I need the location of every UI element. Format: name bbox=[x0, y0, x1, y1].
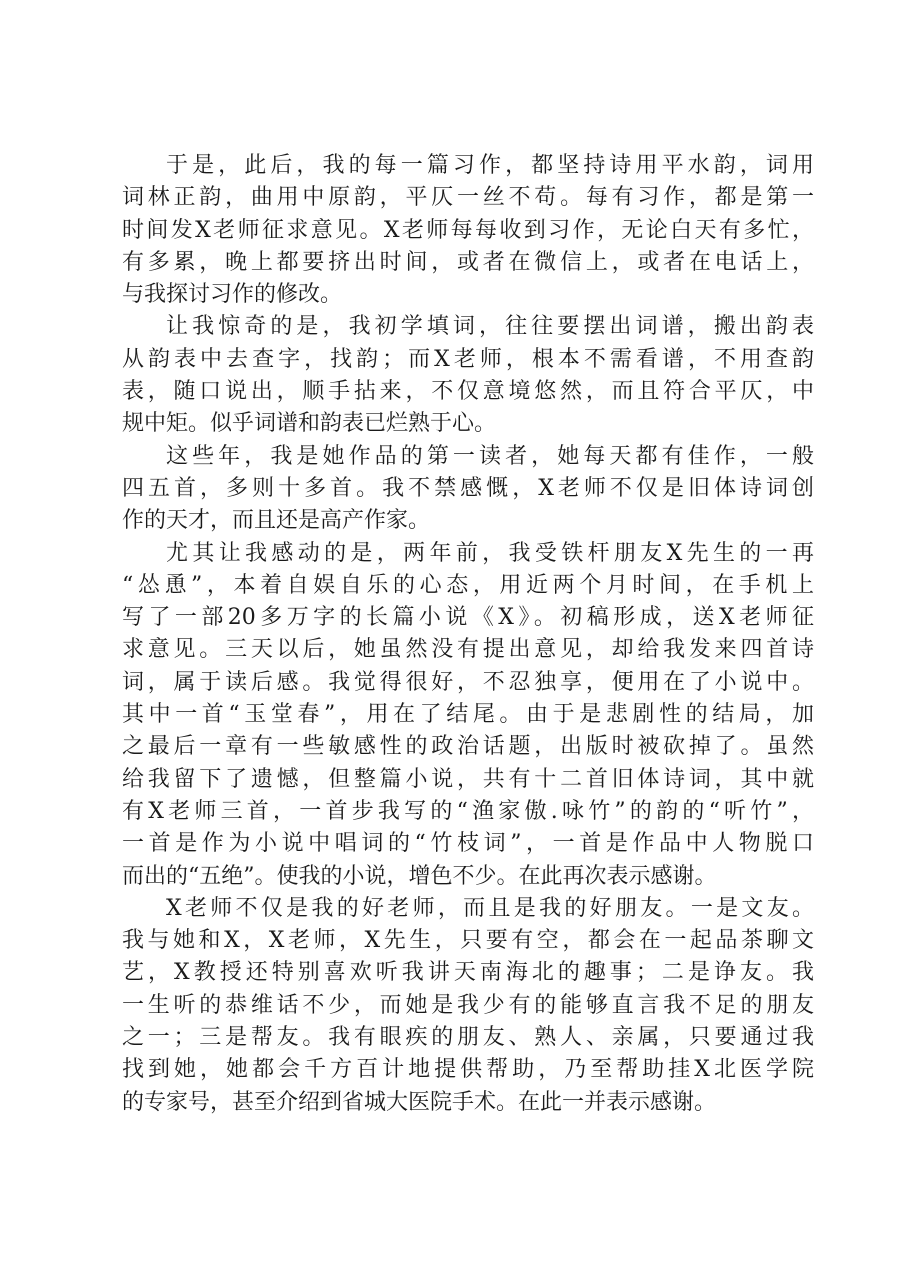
text-line: 艺，X教授还特别喜欢听我讲天南海北的趣事；二是诤友。我 bbox=[122, 960, 814, 986]
text-line: 而出的“五绝”。使我的小说，增色不少。在此再次表示感谢。 bbox=[122, 863, 717, 889]
text-line: 其中一首“玉堂春”，用在了结尾。由于是悲剧性的结局，加 bbox=[122, 702, 814, 728]
text-line: 之一；三是帮友。我有眼疾的朋友、熟人、亲属，只要通过我 bbox=[122, 1025, 814, 1051]
text-line: 求意见。三天以后，她虽然没有提出意见，却给我发来四首诗 bbox=[122, 637, 814, 663]
paragraph-4 bbox=[122, 538, 814, 893]
text-line: 词，属于读后感。我觉得很好，不忍独享，便用在了小说中。 bbox=[122, 669, 814, 695]
text-line: 尤其让我感动的是，两年前，我受铁杆朋友X先生的一再 bbox=[166, 540, 814, 566]
text-line: 这些年，我是她作品的第一读者，她每天都有佳作，一般 bbox=[166, 443, 814, 469]
text-line: “怂恿”，本着自娱自乐的心态，用近两个月时间，在手机上 bbox=[122, 572, 814, 598]
text-line: 与我探讨习作的修改。 bbox=[122, 282, 343, 308]
paragraph-2 bbox=[122, 311, 814, 440]
text-line: 作的天才，而且还是高产作家。 bbox=[122, 508, 431, 534]
paragraph-5 bbox=[122, 893, 814, 1119]
text-line: 时间发X老师征求意见。X老师每每收到习作，无论白天有多忙， bbox=[122, 217, 814, 243]
text-line: 于是，此后，我的每一篇习作，都坚持诗用平水韵，词用 bbox=[166, 153, 814, 178]
text-line: 表，随口说出，顺手拈来，不仅意境悠然，而且符合平仄，中 bbox=[122, 379, 814, 405]
text-line: 让我惊奇的是，我初学填词，往往要摆出词谱，搬出韵表 bbox=[166, 314, 814, 340]
text-line: 四五首，多则十多首。我不禁感慨，X老师不仅是旧体诗词创 bbox=[122, 475, 814, 501]
text-line: 我与她和X，X老师，X先生，只要有空，都会在一起品茶聊文 bbox=[122, 928, 814, 954]
text-line: 词林正韵，曲用中原韵，平仄一丝不苟。每有习作，都是第一 bbox=[122, 185, 814, 211]
text-line: X老师不仅是我的好老师，而且是我的好朋友。一是文友。 bbox=[166, 895, 814, 921]
text-line: 一生听的恭维话不少，而她是我少有的能够直言我不足的朋友 bbox=[122, 992, 814, 1018]
text-line: 找到她，她都会千方百计地提供帮助，乃至帮助挂X北医学院 bbox=[122, 1057, 814, 1083]
text-line: 一首是作为小说中唱词的“竹枝词”，一首是作品中人物脱口 bbox=[122, 831, 814, 857]
text-line: 有多累，晚上都要挤出时间，或者在微信上，或者在电话上， bbox=[122, 249, 814, 275]
paragraph-1 bbox=[122, 150, 814, 311]
paragraph-3 bbox=[122, 441, 814, 538]
text-line: 有X老师三首，一首步我写的“渔家傲.咏竹”的韵的“听竹”， bbox=[122, 798, 814, 824]
text-line: 从韵表中去查字，找韵；而X老师，根本不需看谱，不用查韵 bbox=[122, 346, 814, 372]
text-line: 写了一部20多万字的长篇小说《X》。初稿形成，送X老师征 bbox=[122, 605, 814, 631]
document-page bbox=[122, 150, 814, 1119]
text-line: 之最后一章有一些敏感性的政治话题，出版时被砍掉了。虽然 bbox=[122, 734, 814, 760]
text-line: 规中矩。似乎词谱和韵表已烂熟于心。 bbox=[122, 411, 497, 437]
text-line: 给我留下了遗憾，但整篇小说，共有十二首旧体诗词，其中就 bbox=[122, 766, 814, 792]
text-line: 的专家号，甚至介绍到省城大医院手术。在此一并表示感谢。 bbox=[122, 1089, 717, 1115]
